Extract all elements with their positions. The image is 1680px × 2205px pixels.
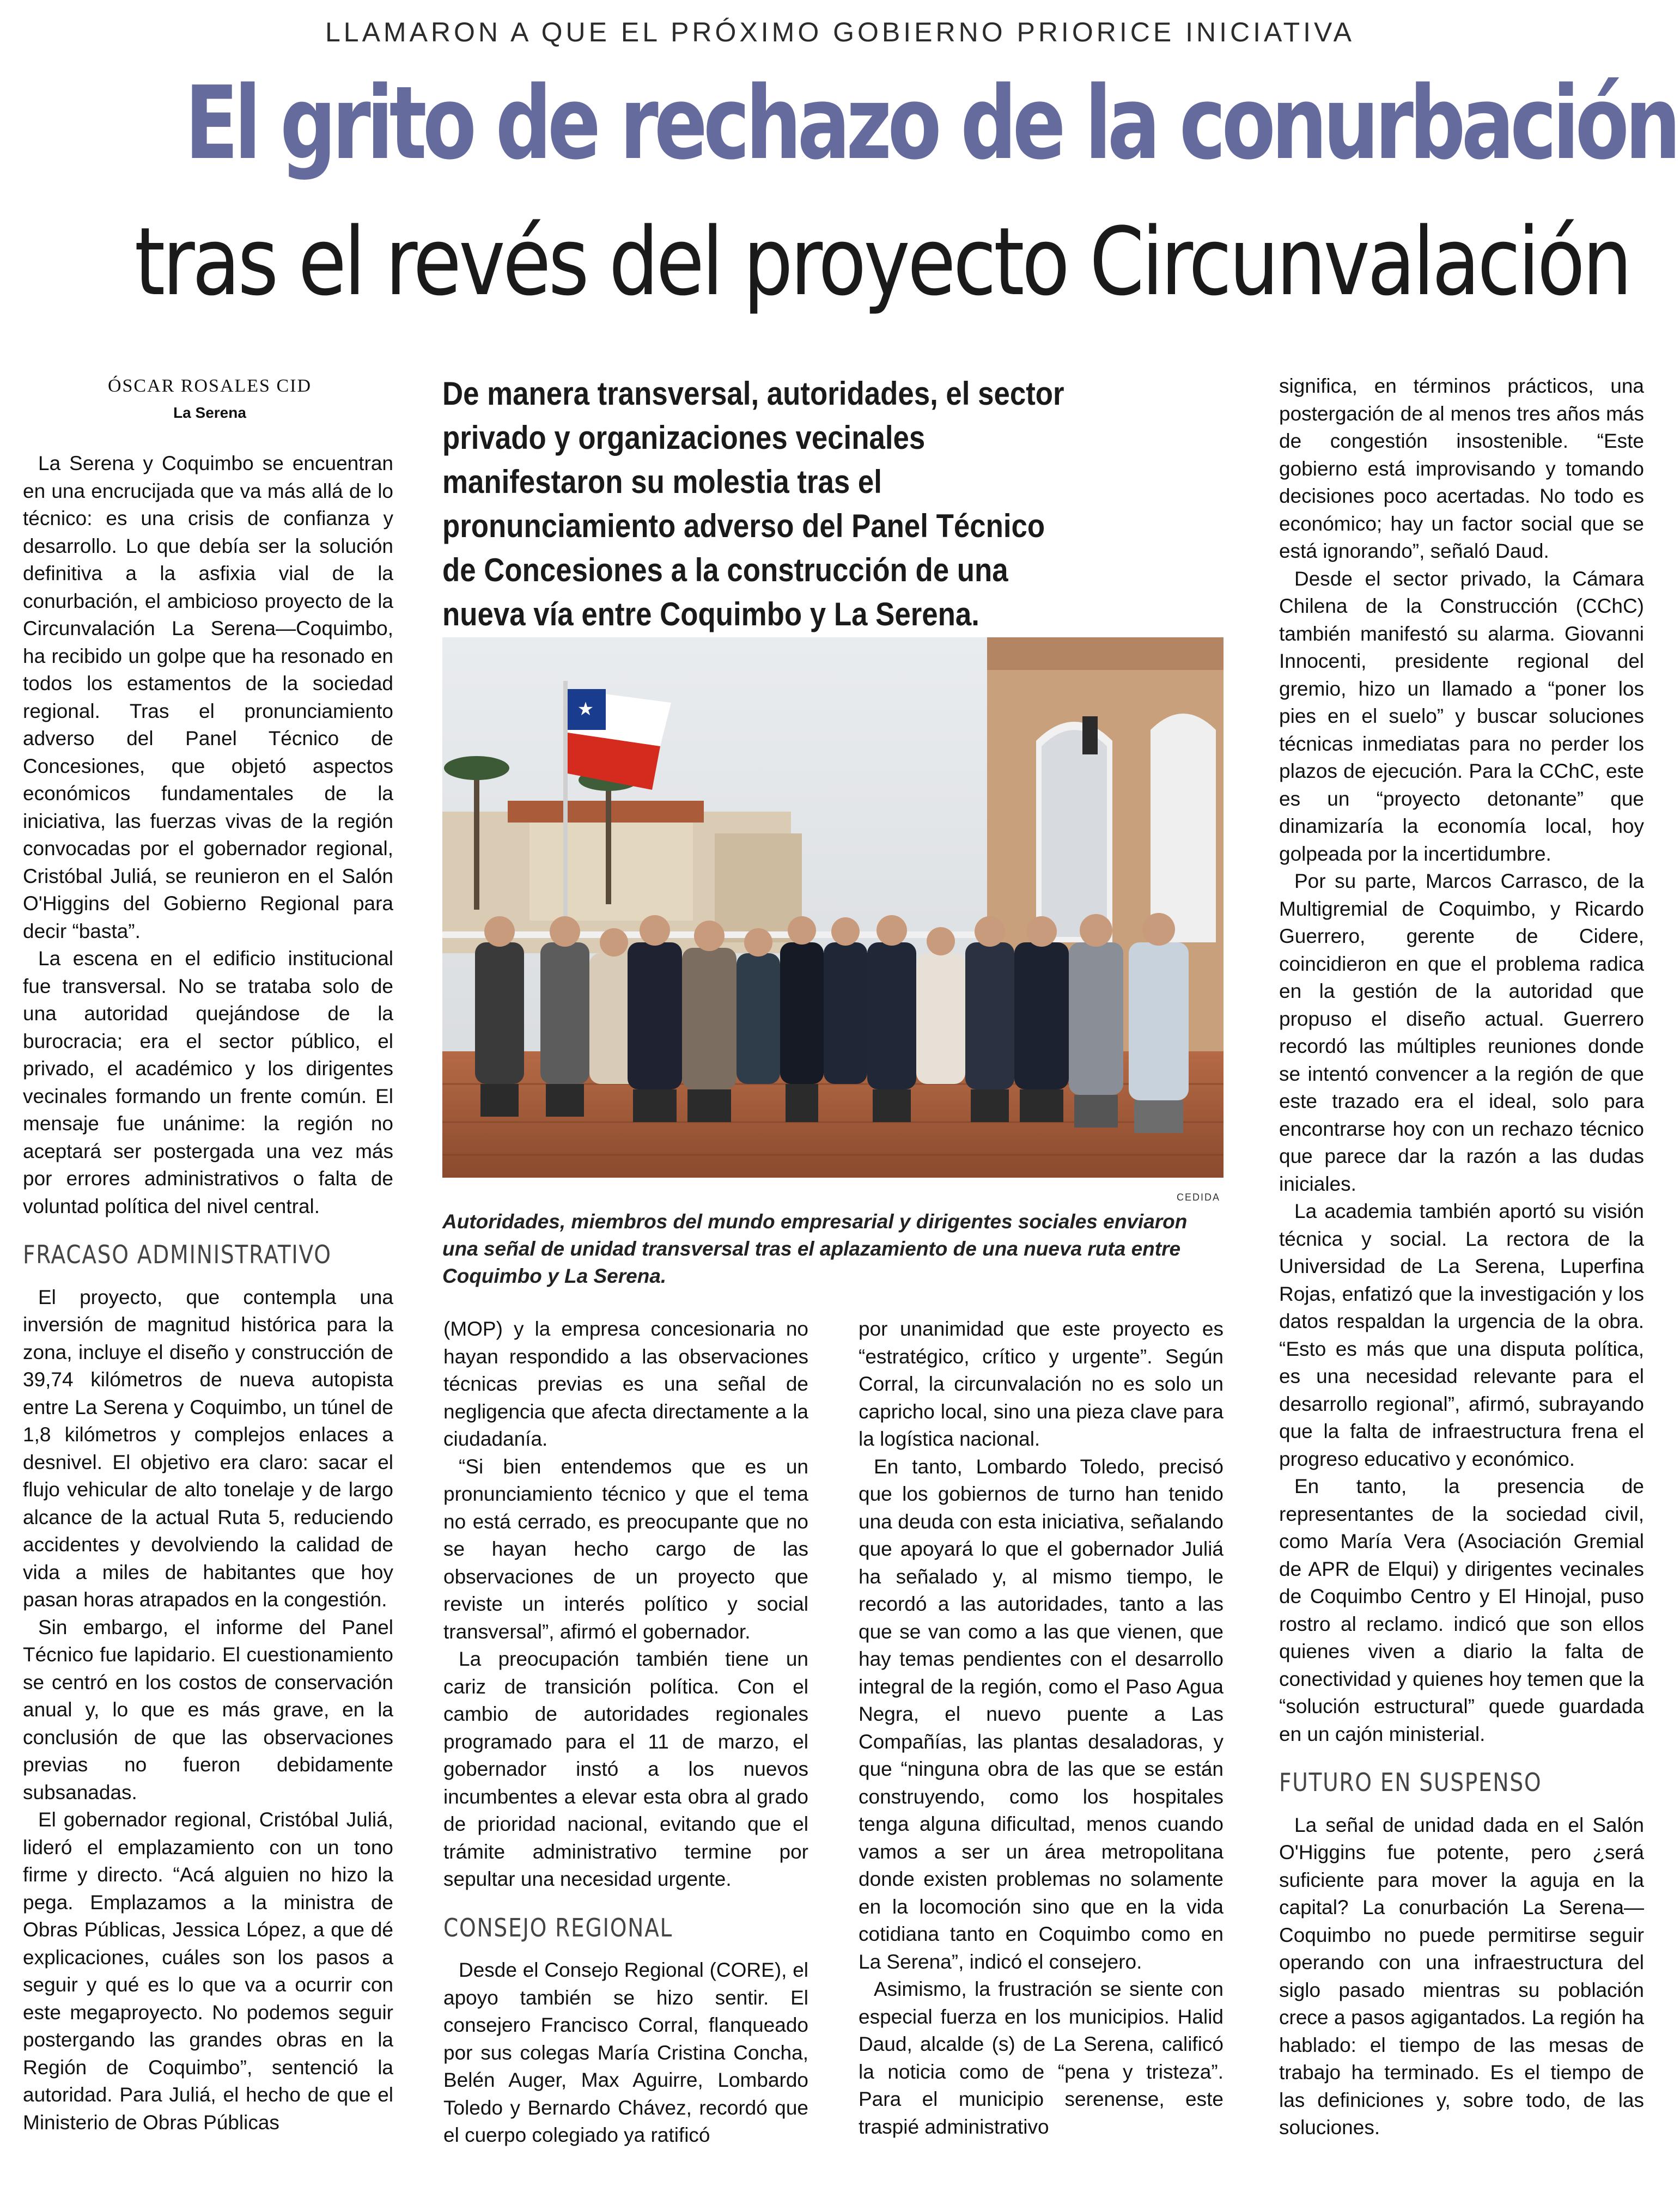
paragraph: La Serena y Coquimbo se encuentran en una encrucijada que va más allá de lo técnico: es una crisis de confianza y desarrollo. Lo que debía ser la solución definitiva a la asfixia vial de la conurbación, el ambicioso proyecto de la Circunvalación La Serena—Coquimbo, ha recibido un golpe que ha resonado en todos los estamentos de la sociedad regional. Tras el pronunciamiento adverso del Panel Técnico de Concesiones, que objetó aspectos económicos fundamentales de la iniciativa, las fuerzas vivas de la región convocadas por el gobernador regional, Cristóbal Juliá, se reunieron en el Salón O'Higgins del Gobierno Regional para decir “basta”. xyxy=(23,452,393,942)
subheading: FUTURO EN SUSPENSO xyxy=(1279,1768,1542,1797)
paragraph: (MOP) y la empresa concesionaria no hayan respondido a las observaciones técnicas previas es una señal de negligencia que afecta directamente a la ciudadanía. xyxy=(443,1318,808,1450)
paragraph: La señal de unidad dada en el Salón O'Higgins fue potente, pero ¿será suficiente para mover la aguja en la capital? La conurbación La Serena—Coquimbo no puede permitirse seguir operando con una infraestructura del siglo pasado mientras su población crece a pasos agigantados. La región ha hablado: el tiempo de las mesas de trabajo ha terminado. Es el tiempo de las definiciones y, sobre todo, de las soluciones. xyxy=(1279,1813,1644,2139)
paragraph: por unanimidad que este proyecto es “estratégico, crítico y urgente”. Según Corral, la circunvalación no es solo un capricho local, sino una pieza clave para la logística nacional. xyxy=(859,1318,1224,1450)
photo-caption: Autoridades, miembros del mundo empresarial y dirigentes sociales enviaron una señal de unidad transversal tras el aplazamiento de una nueva ruta entre Coquimbo y La Serena. xyxy=(442,1210,1188,1287)
paragraph: El proyecto, que contempla una inversión de magnitud histórica para la zona, incluye el diseño y construcción de 39,74 kilómetros de nueva autopista entre La Serena y Coquimbo, un túnel de 1,8 kilómetros y complejos enlaces a desnivel. El objetivo era claro: sacar el flujo vehicular de alto tonelaje y de largo alcance de la actual Ruta 5, reduciendo accidentes y devolviendo la calidad de vida a miles de habitantes que hoy pasan horas atrapados en la congestión. xyxy=(23,1286,393,1611)
lead-paragraph: De manera transversal, autoridades, el sector privado y organizaciones vecinales manifestaron su molestia tras el pronunciamiento adverso del Panel Técnico de Concesiones a la construcción de una nueva vía entre Coquimbo y La Serena. xyxy=(442,375,1064,632)
paragraph: Asimismo, la frustración se siente con especial fuerza en los municipios. Halid Daud, alcalde (s) de La Serena, calificó la noticia como de “pena y tristeza”. Para el municipio serenense, este traspié administrativo xyxy=(859,1978,1224,2138)
headline-line-1: El grito de rechazo de la conurbación xyxy=(185,64,1677,182)
subheading: CONSEJO REGIONAL xyxy=(443,1912,673,1942)
column-1 xyxy=(23,450,393,2136)
column-4 xyxy=(1279,373,1644,2142)
group-photo-image xyxy=(442,637,1224,1178)
paragraph: En tanto, la presencia de representantes de la sociedad civil, como María Vera (Asociación Gremial de APR de Elqui) y dirigentes vecinales de Coquimbo Centro y El Hinojal, puso rostro al reclamo. indicó que son ellos quienes viven a diario la falta de conectividad y quienes hoy temen que la “solución estructural” quede guardada en un cajón ministerial. xyxy=(1279,1475,1644,1745)
photo-credit: CEDIDA xyxy=(1177,1192,1221,1203)
column-3 xyxy=(859,1315,1224,2141)
paragraph: Sin embargo, el informe del Panel Técnico fue lapidario. El cuestionamiento se centró en los costos de conservación anual y, lo que es más grave, en la conclusión de que las observaciones previas no fueron debidamente subsanadas. xyxy=(23,1616,393,1804)
column-2 xyxy=(443,1315,808,2149)
paragraph: Por su parte, Marcos Carrasco, de la Multigremial de Coquimbo, y Ricardo Guerrero, gerente de Cidere, coincidieron en que el problema radica en la gestión de la autoridad que propuso el diseño actual. Guerrero recordó las múltiples reuniones donde se intentó convencer a la región de que este trazado era el ideal, solo para encontrarse hoy con un rechazo técnico que parece dar la razón a las dudas iniciales. xyxy=(1279,870,1644,1195)
photo xyxy=(442,637,1224,1178)
paragraph: La academia también aportó su visión técnica y social. La rectora de la Universidad de La Serena, Luperfina Rojas, enfatizó que la investigación y los datos respaldan la urgencia de la obra. “Esto es más que una disputa política, es una necesidad relevante para el desarrollo regional”, afirmó, subrayando que la falta de infraestructura frena el progreso educativo y económico. xyxy=(1279,1200,1644,1470)
svg-text:★: ★ xyxy=(577,698,594,720)
byline-city: La Serena xyxy=(173,404,246,421)
subheading: FRACASO ADMINISTRATIVO xyxy=(23,1240,332,1269)
paragraph: En tanto, Lombardo Toledo, precisó que los gobiernos de turno han tenido una deuda con esta iniciativa, señalando que apoyará lo que el gobernador Juliá ha señalado y, al mismo tiempo, le recordó a las autoridades, tanto a las que se van como a las que vienen, que hay temas pendientes con el desarrollo integral de la región, como el Paso Agua Negra, el nuevo puente a Las Compañías, las plantas desaladoras, y que “ninguna obra de las que se están construyendo, como los hospitales tenga alguna dificultad, menos cuando vamos a ser un área metropolitana donde existen problemas no solamente en la locomoción sino que en la vida cotidiana tanto en Coquimbo como en La Serena”, indicó el consejero. xyxy=(859,1455,1224,1973)
paragraph: Desde el Consejo Regional (CORE), el apoyo también se hizo sentir. El consejero Francisco Corral, flanqueado por sus colegas María Cristina Concha, Belén Auger, Max Aguirre, Lombardo Toledo y Bernardo Chávez, recordó que el cuerpo colegiado ya ratificó xyxy=(443,1959,808,2146)
paragraph: “Si bien entendemos que es un pronunciamiento técnico y que el tema no está cerrado, es preocupante que no se hayan hecho cargo de las observaciones de un proyecto que reviste un interés político y social transversal”, afirmó el gobernador. xyxy=(443,1455,808,1643)
kicker: LLAMARON A QUE EL PRÓXIMO GOBIERNO PRIORICE INICIATIVA xyxy=(325,17,1355,47)
byline-author: ÓSCAR ROSALES CID xyxy=(107,376,312,396)
paragraph: La escena en el edificio institucional fue transversal. No se trataba solo de una autoridad quejándose de la burocracia; era el sector público, el privado, el académico y los dirigentes vecinales formando un frente común. El mensaje fue unánime: la región no aceptará ser postergada una vez más por errores administrativos o falta de voluntad política del nivel central. xyxy=(23,947,393,1217)
paragraph: El gobernador regional, Cristóbal Juliá, lideró el emplazamiento con un tono firme y directo. “Acá alguien no hizo la pega. Emplazamos a la ministra de Obras Públicas, Jessica López, a que dé explicaciones, cuáles son los pasos a seguir y qué es lo que va a ocurrir con este megaproyecto. No podemos seguir postergando las grandes obras en la Región de Coquimbo”, sentenció la autoridad. Para Juliá, el hecho de que el Ministerio de Obras Públicas xyxy=(23,1808,393,2134)
paragraph: Desde el sector privado, la Cámara Chilena de la Construcción (CChC) también manifestó su alarma. Giovanni Innocenti, presidente regional del gremio, hizo un llamado a “poner los pies en el suelo” y buscar soluciones técnicas inmediatas para no perder los plazos de ejecución. Para la CChC, este es un “proyecto detonante” que dinamizaría la economía local, hoy golpeada por la incertidumbre. xyxy=(1279,567,1644,865)
paragraph: La preocupación también tiene un cariz de transición política. Con el cambio de autoridades regionales programado para el 11 de marzo, el gobernador instó a los nuevos incumbentes a elevar esta obra al grado de prioridad nacional, evitando que el trámite administrativo termine por sepultar una necesidad urgente. xyxy=(443,1648,808,1890)
paragraph: significa, en términos prácticos, una postergación de al menos tres años más de congestión insostenible. “Este gobierno está improvisando y tomando decisiones poco acertadas. No todo es económico; hay un factor social que se está ignorando”, señaló Daud. xyxy=(1279,375,1644,562)
headline-line-2: tras el revés del proyecto Circunvalación xyxy=(134,207,1630,316)
